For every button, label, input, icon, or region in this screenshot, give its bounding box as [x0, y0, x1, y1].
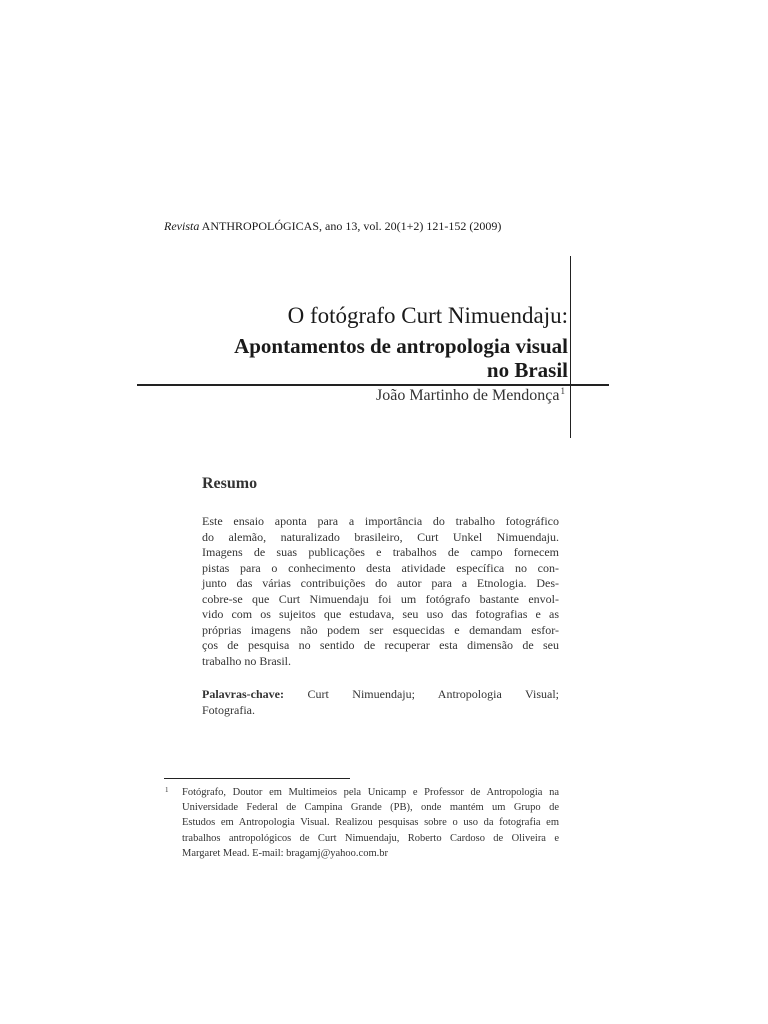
author-name	[376, 386, 565, 405]
vertical-rule	[570, 256, 571, 438]
keywords-label: Palavras-chave:	[202, 687, 284, 701]
abstract-line: pistas para o conhecimento desta atividade específica no con-	[202, 561, 559, 575]
keywords-line-1	[202, 687, 559, 702]
journal-citation	[164, 219, 501, 234]
abstract-line: Este ensaio aponta para a importância do trabalho fotográfico	[202, 514, 559, 528]
article-subtitle-line-2: no Brasil	[486, 358, 568, 382]
abstract-line: do alemão, naturalizado brasileiro, Curt Unkel Nimuendaju.	[202, 530, 559, 544]
author-name-text: João Martinho de Mendonça	[375, 387, 560, 404]
keywords-line-2: Fotografia.	[202, 703, 255, 717]
footnote-line: Margaret Mead. E-mail: bragamj@yahoo.com.br	[182, 848, 388, 859]
author-footnote-mark: 1	[560, 386, 565, 396]
footnote-rule	[164, 778, 350, 779]
footnote-line: Fotógrafo, Doutor em Multimeios pela Unicamp e Professor de Antropologia na	[182, 787, 559, 798]
footnote-line: Universidade Federal de Campina Grande (PB), onde mantém um Grupo de	[182, 802, 559, 813]
abstract-line: ços de pesquisa no sentido de recuperar esta dimensão de seu	[202, 638, 559, 652]
article-subtitle-line-1: Apontamentos de antropologia visual	[234, 334, 568, 358]
abstract-line: junto das várias contribuições do autor para a Etnologia. Des-	[202, 576, 559, 590]
abstract-line: próprias imagens não podem ser esquecidas e demandam esfor-	[202, 623, 559, 637]
footnote-line: trabalhos antropológicos de Curt Nimuendaju, Roberto Cardoso de Oliveira e	[182, 833, 559, 844]
keywords-list: Curt Nimuendaju; Antropologia Visual;	[307, 687, 560, 701]
footnote-mark: 1	[165, 786, 169, 794]
abstract-heading: Resumo	[202, 475, 258, 492]
journal-details: ANTHROPOLÓGICAS, ano 13, vol. 20(1+2) 121-152 (2009)	[201, 219, 502, 233]
abstract-line: trabalho no Brasil.	[202, 654, 291, 668]
footnote-line: Estudos em Antropologia Visual. Realizou pesquisas sobre o uso da fotografia em	[182, 817, 559, 828]
abstract-line: vido com os sujeitos que estudava, seu uso das fotografias e as	[202, 607, 559, 621]
abstract-line: Imagens de suas publicações e trabalhos de campo fornecem	[202, 545, 559, 559]
abstract-line: cobre-se que Curt Nimuendaju foi um fotógrafo bastante envol-	[202, 592, 559, 606]
journal-name-italic: Revista	[164, 219, 200, 233]
article-title: O fotógrafo Curt Nimuendaju:	[287, 303, 568, 328]
